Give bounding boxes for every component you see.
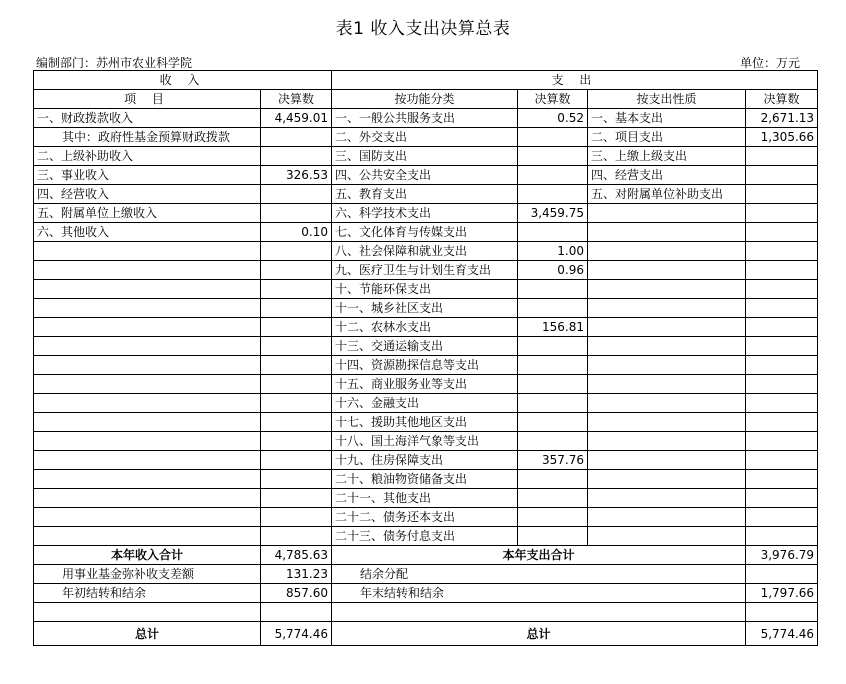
- table-row: [34, 299, 818, 318]
- table-row: [34, 451, 818, 470]
- income-amount-cell: [261, 451, 332, 470]
- income-amount-cell: [261, 508, 332, 527]
- nature-amount-cell: [746, 356, 818, 375]
- income-amount-cell: 0.10: [261, 223, 332, 242]
- function-item-cell: 十四、资源勘探信息等支出: [332, 356, 518, 375]
- annual-total-row: [34, 546, 818, 565]
- income-item-cell: 其中：政府性基金预算财政拨款: [34, 128, 261, 147]
- function-item-cell: 一、一般公共服务支出: [332, 109, 518, 128]
- income-item-cell: [34, 394, 261, 413]
- income-amount-cell: [261, 147, 332, 166]
- nature-amount-cell: [746, 451, 818, 470]
- nature-amount-cell: [746, 261, 818, 280]
- unit-label: 单位：万元: [740, 56, 801, 70]
- nature-item-cell: [588, 451, 746, 470]
- income-item-cell: [34, 432, 261, 451]
- income-amount-cell: [261, 204, 332, 223]
- nature-item-cell: [588, 394, 746, 413]
- nature-item-cell: [588, 223, 746, 242]
- expense-grand-total-value: 5,774.46: [746, 622, 818, 646]
- function-amount-cell: [518, 489, 588, 508]
- income-amount-cell: [261, 527, 332, 546]
- income-amount-cell: [261, 242, 332, 261]
- function-item-cell: 四、公共安全支出: [332, 166, 518, 185]
- function-item-cell: 二十、粮油物资储备支出: [332, 470, 518, 489]
- function-item-cell: 十九、住房保障支出: [332, 451, 518, 470]
- nature-amount-cell: [746, 508, 818, 527]
- nature-item-cell: [588, 470, 746, 489]
- income-amount-cell: 326.53: [261, 166, 332, 185]
- table-row: [34, 413, 818, 432]
- function-item-cell: 五、教育支出: [332, 185, 518, 204]
- nature-amount-cell: [746, 204, 818, 223]
- function-amount-column-header: 决算数: [518, 90, 588, 109]
- income-item-cell: [34, 508, 261, 527]
- function-item-cell: 二十一、其他支出: [332, 489, 518, 508]
- function-item-cell: 十八、国土海洋气象等支出: [332, 432, 518, 451]
- expense-balance-value: [746, 603, 818, 622]
- nature-amount-cell: 2,671.13: [746, 109, 818, 128]
- nature-amount-cell: [746, 318, 818, 337]
- nature-item-cell: [588, 527, 746, 546]
- nature-item-cell: [588, 337, 746, 356]
- income-item-cell: [34, 299, 261, 318]
- table-row: [34, 185, 818, 204]
- function-amount-cell: [518, 375, 588, 394]
- nature-amount-cell: [746, 432, 818, 451]
- function-amount-cell: [518, 185, 588, 204]
- nature-amount-cell: [746, 166, 818, 185]
- income-grand-total-label: 总计: [34, 622, 261, 646]
- department-label: 编制部门：苏州市农业科学院: [36, 56, 193, 70]
- table-row: [34, 204, 818, 223]
- function-item-cell: 十五、商业服务业等支出: [332, 375, 518, 394]
- income-amount-cell: [261, 413, 332, 432]
- function-amount-cell: [518, 394, 588, 413]
- nature-amount-cell: [746, 489, 818, 508]
- nature-amount-cell: [746, 394, 818, 413]
- income-item-cell: [34, 261, 261, 280]
- function-amount-cell: 0.52: [518, 109, 588, 128]
- function-amount-cell: 357.76: [518, 451, 588, 470]
- income-item-cell: [34, 356, 261, 375]
- income-amount-column-header: 决算数: [261, 90, 332, 109]
- income-amount-cell: [261, 375, 332, 394]
- income-item-cell: [34, 470, 261, 489]
- header-row-sections: [34, 71, 818, 90]
- expense-balance-label: 年末结转和结余: [332, 584, 746, 603]
- income-item-cell: 六、其他收入: [34, 223, 261, 242]
- table-row: [34, 375, 818, 394]
- function-item-cell: 十、节能环保支出: [332, 280, 518, 299]
- expense-balance-label: 结余分配: [332, 565, 746, 584]
- nature-item-cell: [588, 261, 746, 280]
- income-total-label: 本年收入合计: [34, 546, 261, 565]
- function-item-cell: 二十三、债务付息支出: [332, 527, 518, 546]
- income-item-cell: [34, 451, 261, 470]
- function-amount-cell: [518, 356, 588, 375]
- nature-item-cell: [588, 318, 746, 337]
- expense-balance-label: [332, 603, 746, 622]
- balance-row: [34, 584, 818, 603]
- income-grand-total-value: 5,774.46: [261, 622, 332, 646]
- income-amount-cell: [261, 185, 332, 204]
- income-amount-cell: [261, 489, 332, 508]
- function-amount-cell: 0.96: [518, 261, 588, 280]
- function-amount-cell: [518, 299, 588, 318]
- table-row: [34, 261, 818, 280]
- nature-item-cell: [588, 242, 746, 261]
- nature-amount-cell: [746, 280, 818, 299]
- income-item-cell: 五、附属单位上缴收入: [34, 204, 261, 223]
- function-amount-cell: [518, 280, 588, 299]
- income-item-cell: [34, 337, 261, 356]
- function-item-cell: 七、文化体育与传媒支出: [332, 223, 518, 242]
- income-section-header: 收 入: [34, 71, 332, 90]
- function-amount-cell: [518, 527, 588, 546]
- table-row: [34, 109, 818, 128]
- nature-amount-cell: 1,305.66: [746, 128, 818, 147]
- function-amount-cell: [518, 223, 588, 242]
- nature-amount-cell: [746, 337, 818, 356]
- income-item-cell: [34, 413, 261, 432]
- function-item-cell: 十一、城乡社区支出: [332, 299, 518, 318]
- table-row: [34, 147, 818, 166]
- grand-total-row: [34, 622, 818, 646]
- income-amount-cell: [261, 261, 332, 280]
- table-row: [34, 470, 818, 489]
- income-balance-label: 年初结转和结余: [34, 584, 261, 603]
- table-row: [34, 318, 818, 337]
- function-column-header: 按功能分类: [332, 90, 518, 109]
- income-amount-cell: [261, 128, 332, 147]
- income-item-cell: [34, 527, 261, 546]
- income-item-cell: [34, 489, 261, 508]
- function-amount-cell: [518, 432, 588, 451]
- income-amount-cell: [261, 470, 332, 489]
- nature-item-cell: 三、上缴上级支出: [588, 147, 746, 166]
- function-amount-cell: [518, 166, 588, 185]
- table-row: [34, 280, 818, 299]
- table-row: [34, 337, 818, 356]
- function-amount-cell: [518, 147, 588, 166]
- income-amount-cell: [261, 356, 332, 375]
- function-amount-cell: [518, 128, 588, 147]
- nature-amount-cell: [746, 413, 818, 432]
- income-amount-cell: 4,459.01: [261, 109, 332, 128]
- nature-item-cell: [588, 413, 746, 432]
- table-row: [34, 223, 818, 242]
- table-title: 表1 收入支出决算总表: [335, 19, 511, 39]
- function-item-cell: 十二、农林水支出: [332, 318, 518, 337]
- income-amount-cell: [261, 337, 332, 356]
- income-amount-cell: [261, 299, 332, 318]
- function-item-cell: 九、医疗卫生与计划生育支出: [332, 261, 518, 280]
- income-amount-cell: [261, 280, 332, 299]
- expense-grand-total-label: 总计: [332, 622, 746, 646]
- function-item-cell: 六、科学技术支出: [332, 204, 518, 223]
- function-amount-cell: [518, 508, 588, 527]
- function-item-cell: 三、国防支出: [332, 147, 518, 166]
- table-row: [34, 166, 818, 185]
- table-row: [34, 432, 818, 451]
- function-amount-cell: [518, 337, 588, 356]
- balance-row: [34, 603, 818, 622]
- income-balance-label: 用事业基金弥补收支差额: [34, 565, 261, 584]
- nature-item-cell: [588, 280, 746, 299]
- nature-item-cell: [588, 299, 746, 318]
- nature-column-header: 按支出性质: [588, 90, 746, 109]
- expense-total-value: 3,976.79: [746, 546, 818, 565]
- expense-total-label: 本年支出合计: [332, 546, 746, 565]
- table-row: [34, 508, 818, 527]
- nature-item-cell: 五、对附属单位补助支出: [588, 185, 746, 204]
- function-amount-cell: 3,459.75: [518, 204, 588, 223]
- table-row: [34, 356, 818, 375]
- nature-item-cell: 四、经营支出: [588, 166, 746, 185]
- table-row: [34, 527, 818, 546]
- expense-balance-value: [746, 565, 818, 584]
- income-total-value: 4,785.63: [261, 546, 332, 565]
- function-item-cell: 八、社会保障和就业支出: [332, 242, 518, 261]
- nature-amount-cell: [746, 375, 818, 394]
- nature-amount-cell: [746, 223, 818, 242]
- nature-item-cell: [588, 489, 746, 508]
- income-item-cell: 二、上级补助收入: [34, 147, 261, 166]
- income-balance-value: [261, 603, 332, 622]
- nature-amount-cell: [746, 527, 818, 546]
- expense-balance-value: 1,797.66: [746, 584, 818, 603]
- nature-amount-column-header: 决算数: [746, 90, 818, 109]
- nature-amount-cell: [746, 147, 818, 166]
- income-balance-label: [34, 603, 261, 622]
- income-amount-cell: [261, 394, 332, 413]
- nature-item-cell: [588, 204, 746, 223]
- function-amount-cell: 156.81: [518, 318, 588, 337]
- income-item-cell: 三、事业收入: [34, 166, 261, 185]
- income-item-cell: 一、财政拨款收入: [34, 109, 261, 128]
- nature-item-cell: [588, 356, 746, 375]
- nature-amount-cell: [746, 299, 818, 318]
- nature-item-cell: 一、基本支出: [588, 109, 746, 128]
- expense-section-header: 支 出: [332, 71, 818, 90]
- nature-item-cell: [588, 375, 746, 394]
- nature-item-cell: 二、项目支出: [588, 128, 746, 147]
- income-item-cell: 四、经营收入: [34, 185, 261, 204]
- function-item-cell: 十六、金融支出: [332, 394, 518, 413]
- income-item-cell: [34, 318, 261, 337]
- function-amount-cell: 1.00: [518, 242, 588, 261]
- balance-row: [34, 565, 818, 584]
- nature-item-cell: [588, 508, 746, 527]
- function-item-cell: 二、外交支出: [332, 128, 518, 147]
- function-amount-cell: [518, 470, 588, 489]
- nature-amount-cell: [746, 470, 818, 489]
- table-row: [34, 394, 818, 413]
- table-row: [34, 128, 818, 147]
- income-item-cell: [34, 280, 261, 299]
- income-amount-cell: [261, 432, 332, 451]
- nature-amount-cell: [746, 185, 818, 204]
- budget-summary-table: [33, 70, 818, 646]
- income-item-cell: [34, 242, 261, 261]
- function-amount-cell: [518, 413, 588, 432]
- header-row-columns: [34, 90, 818, 109]
- item-column-header: 项 目: [34, 90, 261, 109]
- nature-item-cell: [588, 432, 746, 451]
- income-item-cell: [34, 375, 261, 394]
- table-row: [34, 242, 818, 261]
- table-row: [34, 489, 818, 508]
- income-balance-value: 857.60: [261, 584, 332, 603]
- function-item-cell: 十七、援助其他地区支出: [332, 413, 518, 432]
- function-item-cell: 十三、交通运输支出: [332, 337, 518, 356]
- function-item-cell: 二十二、债务还本支出: [332, 508, 518, 527]
- income-balance-value: 131.23: [261, 565, 332, 584]
- nature-amount-cell: [746, 242, 818, 261]
- income-amount-cell: [261, 318, 332, 337]
